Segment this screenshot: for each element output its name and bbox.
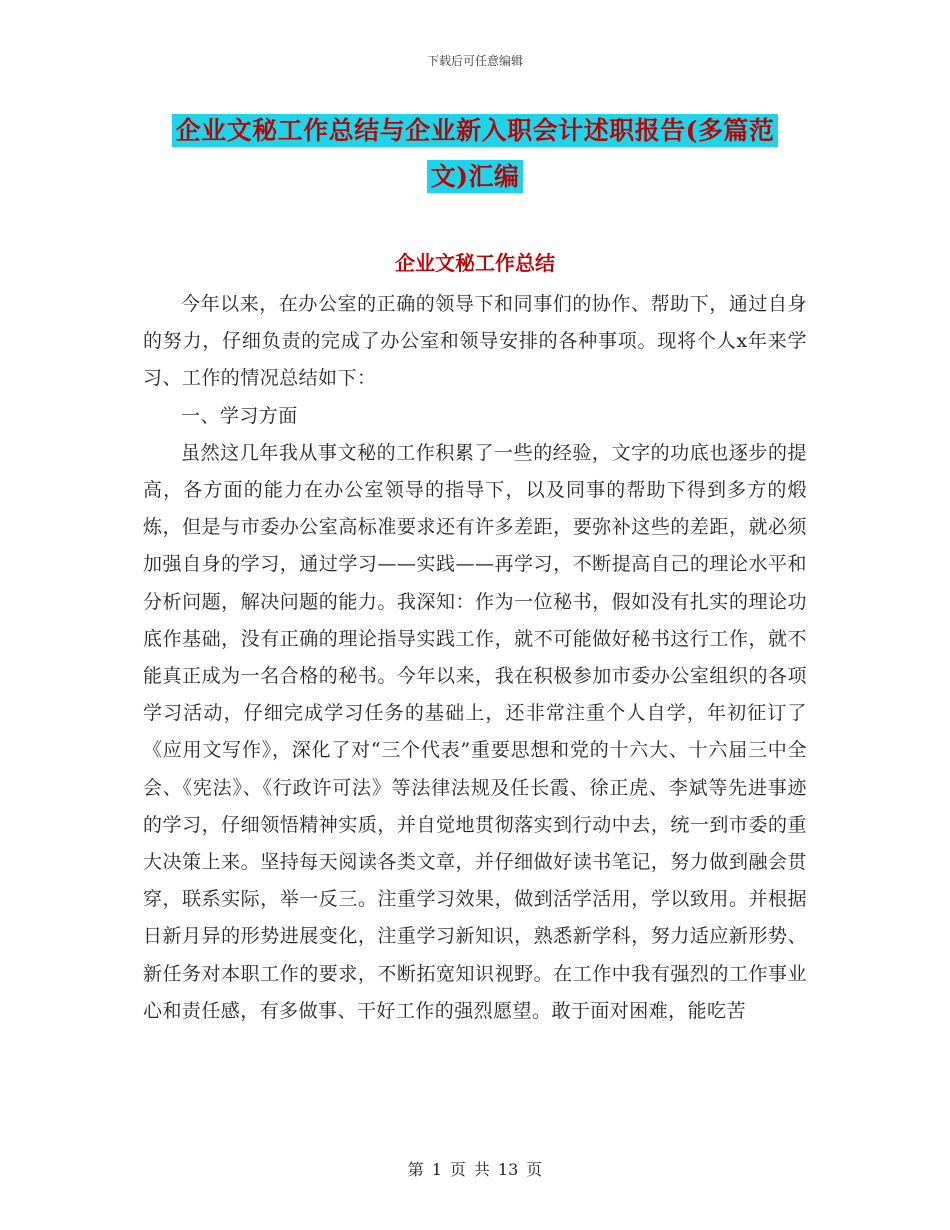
paragraph-heading-study: 一、学习方面 xyxy=(181,404,298,427)
footer-total-pages: 13 xyxy=(497,1160,519,1179)
title-line-2: 文)汇编 xyxy=(427,160,524,193)
paragraph-study: 虽然这几年我从事文秘的工作积累了一些的经验，文字的功底也逐步的提高，各方面的能力在办公室领导的指导下，以及同事的帮助下得到多方的煅炼，但是与市委办公室高标准要求还有许多差距，要弥补这些的差距，就必须加强自身的学习，通过学习——实践——再学习，不断提高自己的理论水平和分析问题，解决问题的能力。我深知：作为一位秘书，假如没有扎实的理论功底作基础，没有正确的理论指导实践工作，就不可能做好秘书这行工作，就不能真正成为一名合格的秘书。今年以来，我在积极参加市委办公室组织的各项学习活动，仔细完成学习任务的基础上，还非常注重个人自学，年初征订了《应用文写作》，深化了对“三个代表”重要思想和党的十六大、十六届三中全会、《宪法》、《行政许可法》等法律法规及任长霞、徐正虎、李斌等先进事迹的学习，仔细领悟精神实质，并自觉地贯彻落实到行动中去，统一到市委的重大决策上来。坚持每天阅读各类文章，并仔细做好读书笔记，努力做到融会贯穿，联系实际，举一反三。注重学习效果，做到活学活用，学以致用。并根据日新月异的形势进展变化，注重学习新知识，熟悉新学科，努力适应新形势、新任务对本职工作的要求，不断拓宽知识视野。在工作中我有强烈的工作事业心和责任感，有多做事、干好工作的强烈愿望。敢于面对困难，能吃苦 xyxy=(143,441,807,1022)
body-text xyxy=(143,286,807,1030)
footer-page-number: 1 xyxy=(431,1160,442,1179)
section-title: 企业文秘工作总结 xyxy=(395,251,555,275)
footer-label-ye: 页 xyxy=(449,1160,466,1179)
footer-label-total: 共 xyxy=(473,1160,490,1179)
page-footer xyxy=(0,1157,950,1180)
header-note: 下载后可任意编辑 xyxy=(426,54,523,68)
paragraph-intro: 今年以来，在办公室的正确的领导下和同事们的协作、帮助下，通过自身的努力，仔细负责的完成了办公室和领导安排的各种事项。现将个人x年来学习、工作的情况总结如下： xyxy=(143,293,807,390)
footer-label-page: 第 xyxy=(407,1160,424,1179)
title-line-1: 企业文秘工作总结与企业新入职会计述职报告(多篇范 xyxy=(172,114,779,147)
document-title xyxy=(120,108,830,200)
footer-label-ye-2: 页 xyxy=(526,1160,543,1179)
